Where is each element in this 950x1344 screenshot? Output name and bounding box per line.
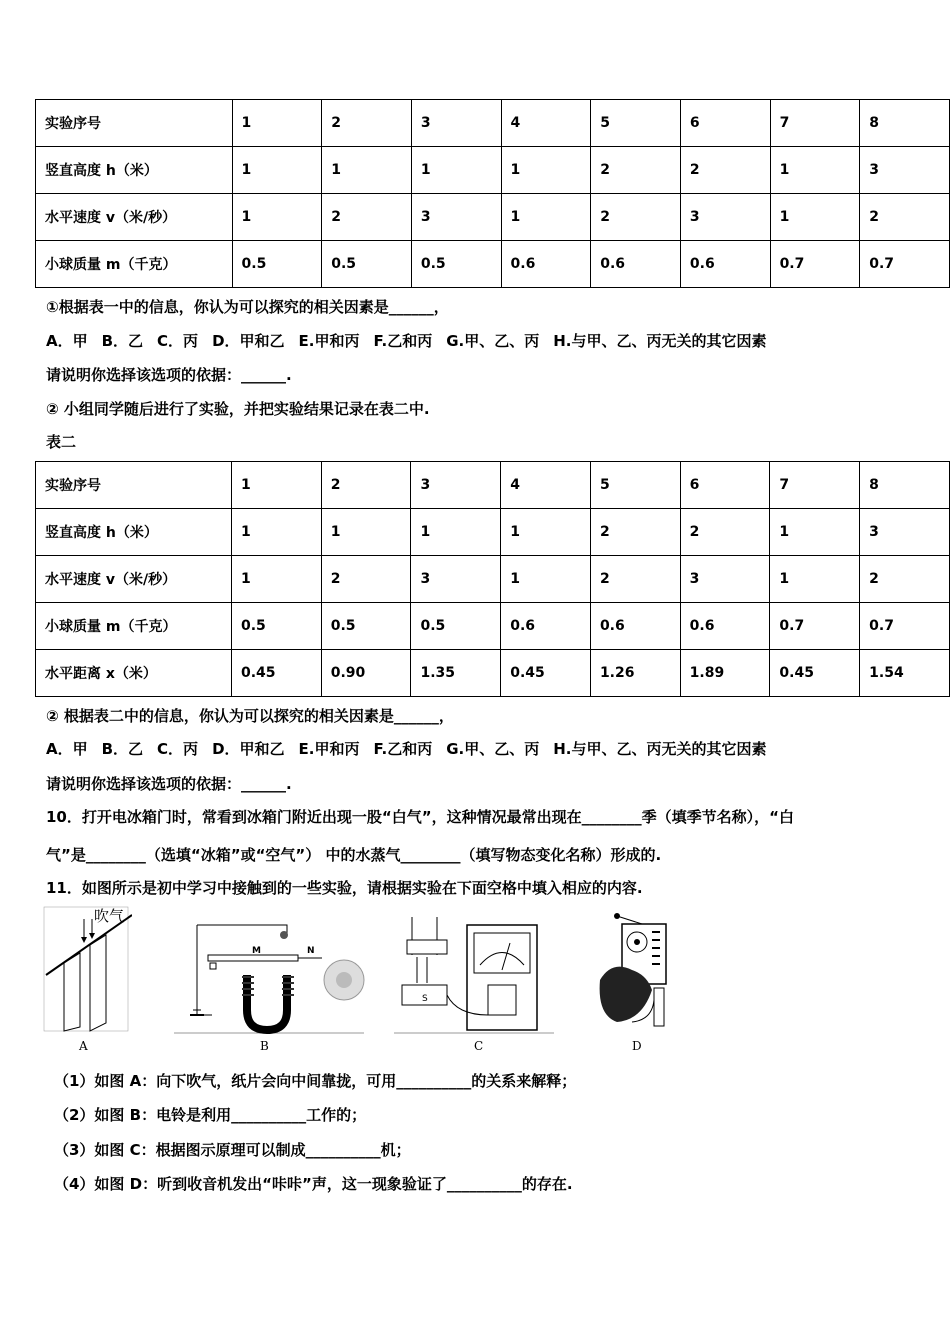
blow-label: 吹气	[94, 907, 125, 925]
figure-d-radio	[592, 910, 682, 1035]
table-cell: 0.7	[860, 603, 950, 650]
option: B．乙	[101, 740, 144, 758]
table-row	[36, 556, 950, 603]
options-row-1	[46, 330, 781, 351]
row-header-cell: 小球质量 m（千克）	[36, 241, 233, 288]
table-cell: 2	[591, 194, 681, 241]
table-cell: 1	[232, 100, 322, 147]
row-header-cell: 水平速度 v（米/秒）	[36, 194, 233, 241]
question-10-line-2: 气”是________（选填“冰箱”或“空气”） 中的水蒸气________（填写物态变化名称）形成的.	[46, 846, 662, 864]
table-cell: 0.7	[770, 241, 860, 288]
row-header-cell: 水平距离 x（米）	[36, 650, 232, 697]
table-cell: 0.6	[680, 603, 770, 650]
option: A．甲	[46, 740, 88, 758]
table-cell: 1	[411, 509, 501, 556]
table-cell: 8	[860, 462, 950, 509]
option: C．丙	[157, 332, 199, 350]
table-cell: 0.5	[232, 603, 322, 650]
table-cell: 4	[501, 100, 591, 147]
option: E.甲和丙	[298, 740, 360, 758]
table-cell: 0.6	[591, 241, 681, 288]
option: G.甲、乙、丙	[446, 332, 540, 350]
table-cell: 1	[770, 509, 860, 556]
table-cell: 0.45	[501, 650, 591, 697]
table-cell: 1	[501, 147, 591, 194]
table-cell: 2	[321, 462, 411, 509]
table-cell: 0.7	[860, 241, 950, 288]
table-cell: 1.54	[860, 650, 950, 697]
table-cell: 1	[232, 509, 322, 556]
option: B．乙	[101, 332, 144, 350]
question-2-intro: ② 小组同学随后进行了实验，并把实验结果记录在表二中.	[46, 400, 430, 418]
question-1-reason: 请说明你选择该选项的依据：______.	[46, 366, 292, 384]
s-label: S	[422, 994, 428, 1004]
table-cell: 1.26	[590, 650, 680, 697]
row-header-cell: 竖直高度 h（米）	[36, 509, 232, 556]
figure-label-a: A	[79, 1039, 88, 1053]
row-header-cell: 实验序号	[36, 462, 232, 509]
row-header-cell: 水平速度 v（米/秒）	[36, 556, 232, 603]
option: D．甲和乙	[212, 332, 285, 350]
m-label: M	[252, 946, 261, 956]
table-cell: 2	[591, 147, 681, 194]
table-row	[36, 462, 950, 509]
table-cell: 3	[860, 509, 950, 556]
table-cell: 0.5	[411, 241, 501, 288]
option: G.甲、乙、丙	[446, 740, 540, 758]
table-row	[36, 147, 950, 194]
table-cell: 1	[411, 147, 501, 194]
sub-question-4: （4）如图 D：听到收音机发出“咔咔”声，这一现象验证了__________的存在.	[54, 1175, 573, 1193]
table-cell: 0.90	[321, 650, 411, 697]
experiment-figures	[42, 905, 682, 1055]
option: H.与甲、乙、丙无关的其它因素	[553, 332, 767, 350]
table-row	[36, 241, 950, 288]
table-cell: 1	[322, 147, 412, 194]
table-cell: 3	[411, 462, 501, 509]
option: C．丙	[157, 740, 199, 758]
question-2-text: ② 根据表二中的信息，你认为可以探究的相关因素是______，	[46, 707, 454, 725]
question-1-text: ①根据表一中的信息，你认为可以探究的相关因素是______，	[46, 298, 449, 316]
table-cell: 3	[680, 194, 770, 241]
table-cell: 6	[680, 100, 770, 147]
table-cell: 1	[232, 194, 322, 241]
table-cell: 0.5	[321, 603, 411, 650]
table-cell: 0.45	[232, 650, 322, 697]
table-cell: 0.45	[770, 650, 860, 697]
table-cell: 2	[321, 556, 411, 603]
table-row	[36, 100, 950, 147]
table-cell: 2	[590, 556, 680, 603]
table-cell: 3	[680, 556, 770, 603]
option: A．甲	[46, 332, 88, 350]
n-label: N	[307, 946, 315, 956]
table-cell: 4	[501, 462, 591, 509]
table-cell: 7	[770, 462, 860, 509]
option: D．甲和乙	[212, 740, 285, 758]
figure-c-generator	[392, 915, 557, 1035]
options-row-2	[46, 738, 781, 759]
table-row	[36, 650, 950, 697]
option: F.乙和丙	[373, 332, 433, 350]
table-cell: 1.35	[411, 650, 501, 697]
table-cell: 0.7	[770, 603, 860, 650]
figure-label-b: B	[260, 1039, 269, 1053]
table-2-caption: 表二	[46, 433, 77, 451]
table-cell: 1	[501, 556, 591, 603]
row-header-cell: 实验序号	[36, 100, 233, 147]
table-cell: 2	[322, 100, 412, 147]
table-cell: 3	[411, 556, 501, 603]
table-row	[36, 603, 950, 650]
table-two	[35, 461, 950, 697]
row-header-cell: 竖直高度 h（米）	[36, 147, 233, 194]
table-cell: 1	[321, 509, 411, 556]
table-cell: 0.5	[232, 241, 322, 288]
table-cell: 0.6	[501, 603, 591, 650]
figure-b-electric-bell	[172, 915, 367, 1035]
table-cell: 0.5	[322, 241, 412, 288]
table-row	[36, 194, 950, 241]
table-cell: 1	[770, 556, 860, 603]
table-cell: 1	[770, 194, 860, 241]
table-cell: 2	[322, 194, 412, 241]
question-2-reason: 请说明你选择该选项的依据：______.	[46, 775, 292, 793]
table-cell: 3	[411, 194, 501, 241]
table-cell: 0.6	[680, 241, 770, 288]
table-cell: 5	[591, 100, 681, 147]
table-cell: 0.5	[411, 603, 501, 650]
table-cell: 1.89	[680, 650, 770, 697]
sub-question-2: （2）如图 B：电铃是利用__________工作的；	[54, 1106, 367, 1124]
table-cell: 5	[590, 462, 680, 509]
option: H.与甲、乙、丙无关的其它因素	[553, 740, 767, 758]
option: E.甲和丙	[298, 332, 360, 350]
sub-question-3: （3）如图 C：根据图示原理可以制成__________机；	[54, 1141, 411, 1159]
table-cell: 2	[860, 194, 950, 241]
table-cell: 1	[232, 147, 322, 194]
table-cell: 1	[232, 556, 322, 603]
table-cell: 0.6	[501, 241, 591, 288]
question-11-text: 11．如图所示是初中学习中接触到的一些实验，请根据实验在下面空格中填入相应的内容.	[46, 879, 643, 897]
table-cell: 2	[590, 509, 680, 556]
table-cell: 1	[501, 194, 591, 241]
table-cell: 1	[232, 462, 322, 509]
table-cell: 2	[680, 147, 770, 194]
table-row	[36, 509, 950, 556]
sub-question-1: （1）如图 A：向下吹气，纸片会向中间靠拢，可用__________的关系来解释；	[54, 1072, 577, 1090]
table-cell: 0.6	[590, 603, 680, 650]
table-cell: 8	[860, 100, 950, 147]
table-cell: 3	[860, 147, 950, 194]
table-cell: 3	[411, 100, 501, 147]
table-cell: 2	[860, 556, 950, 603]
figure-a-paper-sheets	[42, 905, 132, 1035]
table-cell: 7	[770, 100, 860, 147]
option: F.乙和丙	[373, 740, 433, 758]
table-one	[35, 99, 950, 288]
table-cell: 2	[680, 509, 770, 556]
table-cell: 1	[501, 509, 591, 556]
figure-label-d: D	[632, 1039, 642, 1053]
question-10-line-1: 10．打开电冰箱门时，常看到冰箱门附近出现一股“白气”，这种情况最常出现在________季（填季节名称），“白	[46, 808, 794, 826]
figure-label-c: C	[474, 1039, 484, 1053]
table-cell: 1	[770, 147, 860, 194]
table-cell: 6	[680, 462, 770, 509]
row-header-cell: 小球质量 m（千克）	[36, 603, 232, 650]
